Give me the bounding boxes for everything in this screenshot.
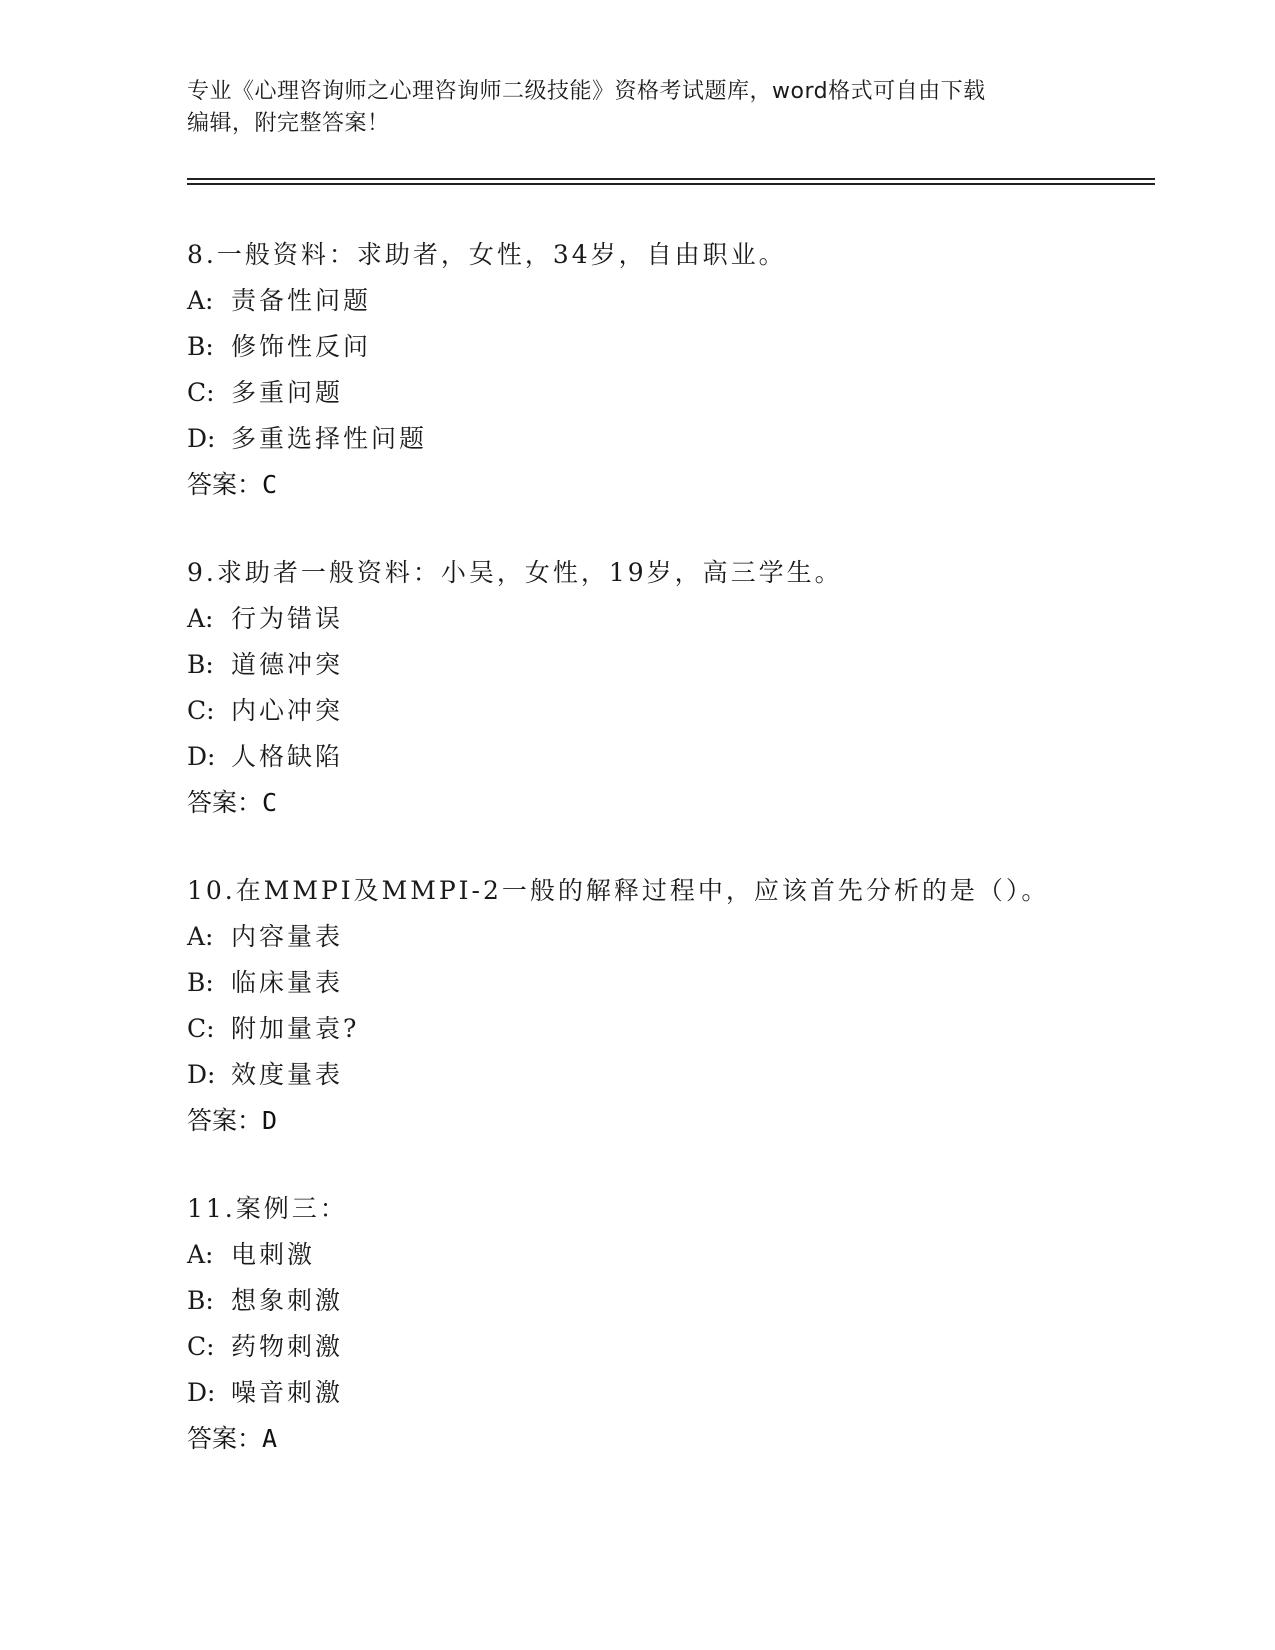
answer-value: C xyxy=(262,788,278,817)
question-item xyxy=(187,232,1147,508)
option-key: C: xyxy=(187,696,215,725)
answer-label: 答案： xyxy=(187,1106,263,1135)
question-stem: 8.一般资料：求助者，女性，34岁，自由职业。 xyxy=(187,240,787,269)
option-d xyxy=(187,1052,1147,1098)
option-c xyxy=(187,370,1147,416)
answer-line xyxy=(187,780,1147,826)
option-a xyxy=(187,914,1147,960)
question-stem: 10.在MMPI及MMPI-2一般的解释过程中，应该首先分析的是（）。 xyxy=(187,876,1050,905)
option-a xyxy=(187,278,1147,324)
option-text: 内心冲突 xyxy=(231,696,344,725)
option-text: 内容量表 xyxy=(231,922,344,951)
option-key: C: xyxy=(187,1014,215,1043)
answer-value: A xyxy=(262,1424,278,1453)
option-text: 多重问题 xyxy=(231,378,344,407)
option-b xyxy=(187,960,1147,1006)
answer-value: D xyxy=(262,1106,278,1135)
answer-value: C xyxy=(262,470,278,499)
option-a xyxy=(187,1232,1147,1278)
question-item xyxy=(187,1186,1147,1462)
answer-line xyxy=(187,462,1147,508)
option-text: 附加量袁? xyxy=(231,1014,360,1043)
option-key: B: xyxy=(187,968,214,997)
option-b xyxy=(187,642,1147,688)
header-divider-top xyxy=(187,178,1155,180)
option-text: 责备性问题 xyxy=(231,286,372,315)
option-key: A: xyxy=(187,286,214,315)
option-c xyxy=(187,1324,1147,1370)
answer-label: 答案： xyxy=(187,788,263,817)
option-d xyxy=(187,416,1147,462)
option-d xyxy=(187,734,1147,780)
option-text: 药物刺激 xyxy=(231,1332,344,1361)
option-b xyxy=(187,324,1147,370)
option-key: D: xyxy=(187,424,216,453)
option-key: A: xyxy=(187,604,214,633)
option-key: D: xyxy=(187,1378,216,1407)
option-text: 道德冲突 xyxy=(231,650,344,679)
answer-line xyxy=(187,1098,1147,1144)
option-c xyxy=(187,688,1147,734)
option-text: 行为错误 xyxy=(231,604,344,633)
option-key: C: xyxy=(187,378,215,407)
answer-label: 答案： xyxy=(187,470,263,499)
header-line-1: 专业《心理咨询师之心理咨询师二级技能》资格考试题库，word格式可自由下载 xyxy=(187,79,986,104)
answer-line xyxy=(187,1416,1147,1462)
question-stem: 11.案例三： xyxy=(187,1194,348,1223)
option-text: 人格缺陷 xyxy=(231,742,344,771)
option-b xyxy=(187,1278,1147,1324)
document-header xyxy=(187,76,1087,140)
question-item xyxy=(187,550,1147,826)
option-text: 想象刺激 xyxy=(231,1286,344,1315)
option-key: B: xyxy=(187,1286,214,1315)
header-line-2: 编辑，附完整答案！ xyxy=(187,111,390,136)
question-stem: 9.求助者一般资料：小吴，女性，19岁，高三学生。 xyxy=(187,558,843,587)
option-key: D: xyxy=(187,742,216,771)
option-a xyxy=(187,596,1147,642)
answer-label: 答案： xyxy=(187,1424,263,1453)
option-key: B: xyxy=(187,332,214,361)
option-text: 效度量表 xyxy=(231,1060,344,1089)
option-text: 噪音刺激 xyxy=(231,1378,344,1407)
option-text: 电刺激 xyxy=(231,1240,316,1269)
option-key: D: xyxy=(187,1060,216,1089)
option-text: 临床量表 xyxy=(231,968,344,997)
option-key: A: xyxy=(187,1240,214,1269)
question-item xyxy=(187,868,1147,1144)
option-text: 修饰性反问 xyxy=(231,332,372,361)
option-text: 多重选择性问题 xyxy=(231,424,428,453)
option-d xyxy=(187,1370,1147,1416)
option-key: B: xyxy=(187,650,214,679)
option-key: A: xyxy=(187,922,214,951)
option-c xyxy=(187,1006,1147,1052)
header-divider-bottom xyxy=(187,183,1155,185)
option-key: C: xyxy=(187,1332,215,1361)
